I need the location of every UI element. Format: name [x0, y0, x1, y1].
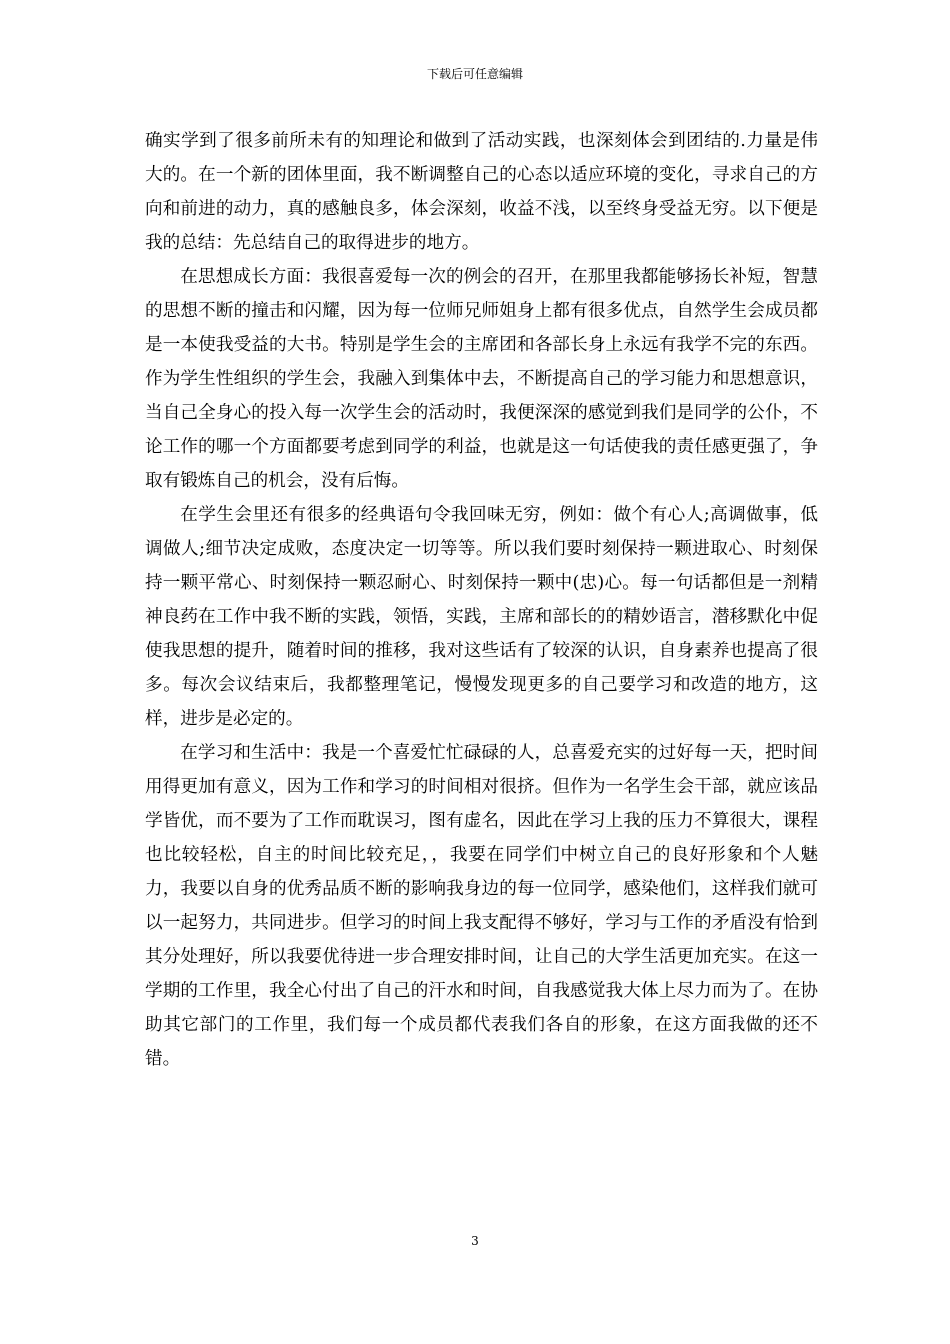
page-number: 3 — [471, 1234, 479, 1248]
paragraph-2: 在思想成长方面：我很喜爱每一次的例会的召开，在那里我都能够扬长补短，智慧的思想不断的撞击和闪耀，因为每一位师兄师姐身上都有很多优点，自然学生会成员都是一本使我受益的大书。特别是学生会的主席团和各部长身上永远有我学不完的东西。作为学生性组织的学生会，我融入到集体中去，不断提高自己的学习能力和思想意识，当自己全身心的投入每一次学生会的活动时，我便深深的感觉到我们是同学的公仆，不论工作的哪一个方面都要考虑到同学的利益，也就是这一句话使我的责任感更强了，争取有锻炼自己的机会，没有后悔。 — [145, 267, 818, 491]
page-header: 下载后可任意编辑 — [426, 67, 523, 81]
paragraph-1: 确实学到了很多前所未有的知理论和做到了活动实践，也深刻体会到团结的.力量是伟大的。在一个新的团体里面，我不断调整自己的心态以适应环境的变化，寻求自己的方向和前进的动力，真的感触良多，体会深刻，收益不浅，以至终身受益无穷。以下便是我的总结：先总结自己的取得进步的地方。 — [145, 131, 818, 253]
paragraph-3: 在学生会里还有很多的经典语句令我回味无穷，例如：做个有心人;高调做事，低调做人;细节决定成败，态度决定一切等等。所以我们要时刻保持一颗进取心、时刻保持一颗平常心、时刻保持一颗忍耐心、时刻保持一颗中(忠)心。每一句话都但是一剂精神良药在工作中我不断的实践，领悟，实践，主席和部长的的精妙语言，潜移默化中促使我思想的提升，随着时间的推移，我对这些话有了较深的认识，自身素养也提高了很多。每次会议结束后，我都整理笔记，慢慢发现更多的自己要学习和改造的地方，这样，进步是必定的。 — [145, 505, 818, 729]
document-body — [145, 124, 818, 1076]
paragraph-4: 在学习和生活中：我是一个喜爱忙忙碌碌的人，总喜爱充实的过好每一天，把时间用得更加有意义，因为工作和学习的时间相对很挤。但作为一名学生会干部，就应该品学皆优，而不要为了工作而耽误习，图有虚名，因此在学习上我的压力不算很大，课程也比较轻松，自主的时间比较充足，，我要在同学们中树立自己的良好形象和个人魅力，我要以自身的优秀品质不断的影响我身边的每一位同学，感染他们，这样我们就可以一起努力，共同进步。但学习的时间上我支配得不够好，学习与工作的矛盾没有恰到其分处理好，所以我要优待进一步合理安排时间，让自己的大学生活更加充实。在这一学期的工作里，我全心付出了自己的汗水和时间，自我感觉我大体上尽力而为了。在协助其它部门的工作里，我们每一个成员都代表我们各自的形象，在这方面我做的还不错。 — [145, 743, 818, 1069]
